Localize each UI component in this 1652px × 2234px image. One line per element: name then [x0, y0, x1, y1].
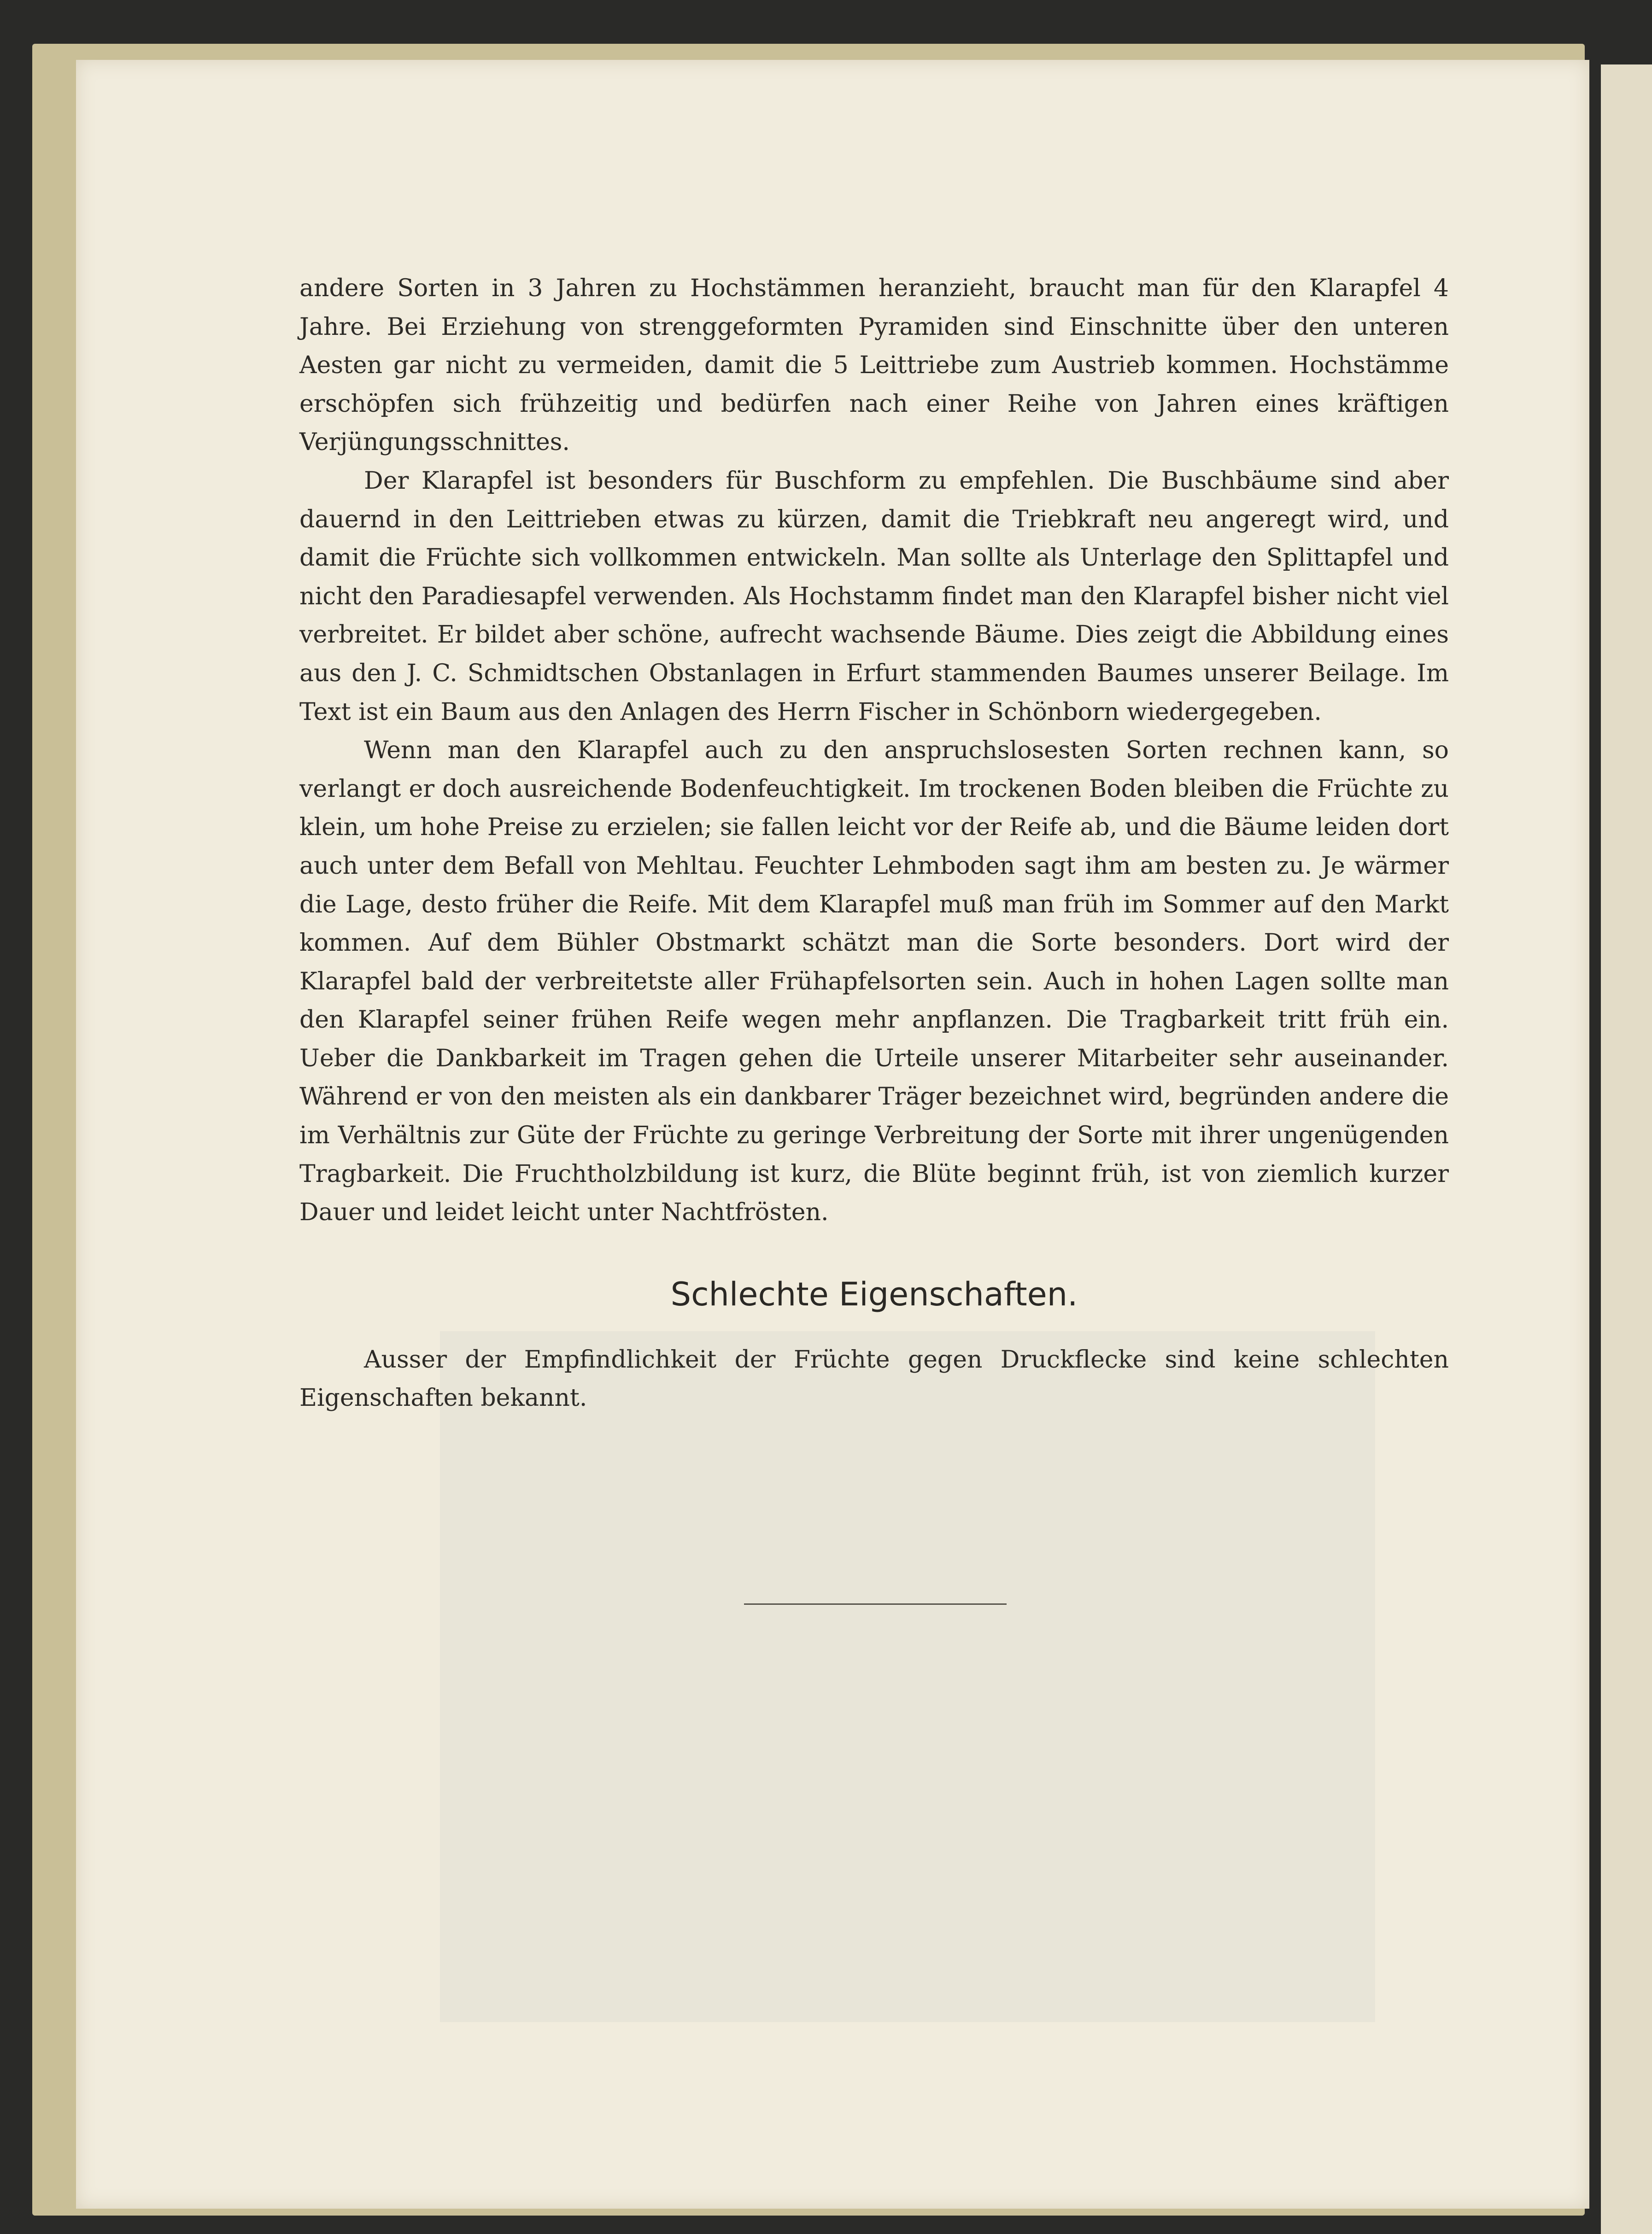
paragraph-2: Der Klarapfel ist besonders für Buschform zu empfehlen. Die Buschbäume sind aber dauernd in den Leittrieben etwas zu kürzen, damit die Triebkraft neu angeregt wird, und damit die Früchte sich vollkommen entwickeln. Man sollte als Unterlage den Splittapfel und nicht den Paradiesapfel verwenden. Als Hochstamm findet man den Klarapfel bisher nicht viel verbreitet. Er bildet aber schöne, aufrecht wachsende Bäume. Dies zeigt die Abbildung eines aus den J. C. Schmidtschen Obstanlagen in Erfurt stammenden Baumes unserer Beilage. Im Text ist ein Baum aus den Anlagen des Herrn Fischer in Schönborn wiedergegeben. [299, 467, 1449, 726]
paragraph-1: andere Sorten in 3 Jahren zu Hochstämmen heranzieht, braucht man für den Klarapfel 4 Jahre. Bei Erziehung von strenggeformten Pyramiden sind Einschnitte über den unteren Aesten gar nicht zu vermeiden, damit die 5 Leittriebe zum Austrieb kommen. Hochstämme erschöpfen sich frühzeitig und bedürfen nach einer Reihe von Jahren eines kräftigen Verjüngungsschnittes. [299, 275, 1449, 456]
paragraph-3: Wenn man den Klarapfel auch zu den anspruchslosesten Sorten rechnen kann, so verlangt er doch ausreichende Bodenfeuchtigkeit. Im trockenen Boden bleiben die Früchte zu klein, um hohe Preise zu erzielen; sie fallen leicht vor der Reife ab, und die Bäume leiden dort auch unter dem Befall von Mehltau. Feuchter Lehmboden sagt ihm am besten zu. Je wärmer die Lage, desto früher die Reife. Mit dem Klarapfel muß man früh im Sommer auf den Markt kommen. Auf dem Bühler Obstmarkt schätzt man die Sorte besonders. Dort wird der Klarapfel bald der verbreitetste aller Frühapfelsorten sein. Auch in hohen Lagen sollte man den Klarapfel seiner frühen Reife wegen mehr anpflanzen. Die Tragbarkeit tritt früh ein. Ueber die Dankbarkeit im Tragen gehen die Urteile unserer Mitarbeiter sehr auseinander. Während er von den meisten als ein dankbarer Träger bezeichnet wird, begründen andere die im Verhältnis zur Güte der Früchte zu geringe Verbreitung der Sorte mit ihrer ungenügenden Tragbarkeit. Die Fruchtholzbildung ist kurz, die Blüte beginnt früh, ist von ziemlich kurzer Dauer und leidet leicht unter Nachtfrösten. [299, 737, 1449, 1227]
section-paragraph: Ausser der Empfindlichkeit der Früchte gegen Druckflecke sind keine schlechten Eigenschaften bekannt. [299, 1345, 1449, 1412]
next-page-edge [1601, 64, 1652, 2234]
section-heading: Schlechte Eigenschaften. [670, 1275, 1078, 1313]
page-content [299, 269, 1449, 1418]
closing-rule [744, 1603, 1007, 1605]
show-through-panel [440, 1331, 1375, 2022]
